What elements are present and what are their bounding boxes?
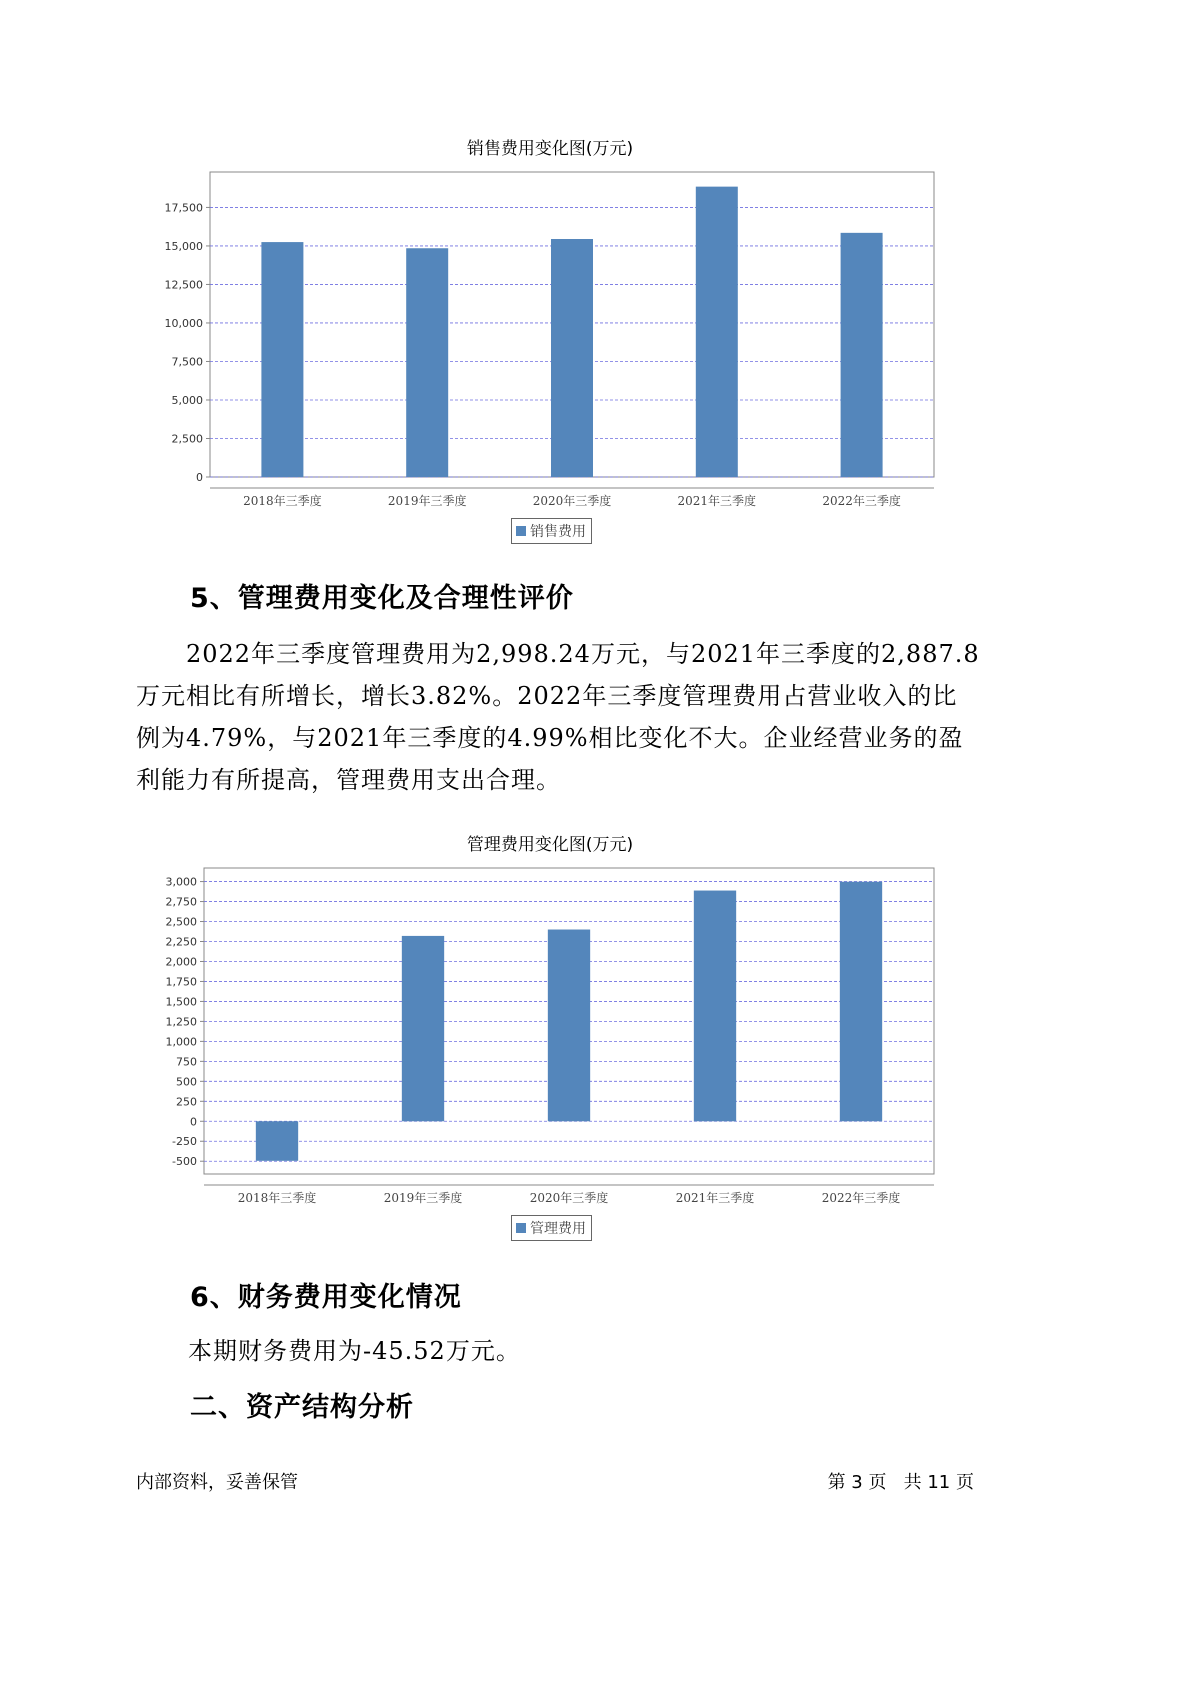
y-tick-label: 250: [176, 1095, 197, 1109]
bar: [694, 891, 736, 1122]
y-tick-label: 1,750: [165, 975, 197, 989]
chart-title: 管理费用变化图(万元): [466, 835, 634, 855]
y-tick-label: 2,000: [165, 955, 197, 969]
y-tick-label: -500: [172, 1155, 197, 1169]
x-tick-label: 2022年三季度: [822, 494, 901, 508]
legend-label: 管理费用: [530, 1221, 586, 1237]
x-tick-label: 2020年三季度: [529, 1191, 609, 1205]
y-tick-label: 0: [190, 1115, 197, 1129]
x-tick-label: 2022年三季度: [821, 1191, 901, 1205]
y-tick-label: 12,500: [164, 278, 203, 292]
bar: [402, 936, 444, 1121]
bar: [840, 882, 882, 1122]
y-tick-label: 1,500: [165, 995, 197, 1009]
paragraph: 2022年三季度管理费用为2,998.24万元，与2021年三季度的2,887.8万元相比有所增长，增长3.82%。2022年三季度管理费用占营业收入的比例为4.79%，与2021年三季度的4.99%相比变化不大。企业经营业务的盈利能力有所提高，管理费用支出合理。: [136, 640, 980, 794]
x-tick-label: 2021年三季度: [675, 1191, 755, 1205]
legend-swatch: [516, 1223, 526, 1233]
x-tick-label: 2021年三季度: [677, 494, 757, 508]
y-tick-label: 2,250: [165, 935, 197, 949]
y-tick-label: 3,000: [165, 875, 197, 889]
x-tick-label: 2019年三季度: [387, 494, 467, 508]
y-tick-label: 7,500: [171, 355, 203, 369]
y-tick-label: 1,250: [165, 1015, 197, 1029]
y-tick-label: 2,500: [165, 915, 197, 929]
x-tick-label: 2019年三季度: [383, 1191, 463, 1205]
y-tick-label: 15,000: [164, 239, 203, 253]
y-tick-label: 1,000: [165, 1035, 197, 1049]
chart-title: 销售费用变化图(万元): [466, 139, 634, 159]
section-heading: 二、资产结构分析: [190, 1392, 414, 1423]
section-heading: 5、管理费用变化及合理性评价: [190, 583, 574, 614]
section-heading: 6、财务费用变化情况: [190, 1282, 462, 1313]
y-tick-label: 10,000: [164, 316, 203, 330]
bar: [256, 1121, 298, 1161]
y-tick-label: 5,000: [171, 393, 203, 407]
paragraph: 本期财务费用为-45.52万元。: [188, 1337, 521, 1365]
y-tick-label: 500: [176, 1075, 197, 1089]
x-tick-label: 2020年三季度: [532, 494, 612, 508]
x-tick-label: 2018年三季度: [243, 494, 322, 508]
y-tick-label: 2,500: [171, 432, 203, 446]
y-tick-label: -250: [172, 1135, 197, 1149]
y-tick-label: 750: [176, 1055, 197, 1069]
y-tick-label: 2,750: [165, 895, 197, 909]
y-tick-label: 17,500: [164, 201, 203, 215]
x-tick-label: 2018年三季度: [237, 1191, 317, 1205]
bar: [548, 930, 590, 1122]
page-number: 第 3 页 共 11 页: [827, 1472, 974, 1493]
legend-label: 销售费用: [530, 524, 586, 540]
footer-confidential: 内部资料，妥善保管: [136, 1472, 298, 1493]
chart-legend: [511, 1215, 592, 1241]
y-tick-label: 0: [196, 471, 203, 484]
